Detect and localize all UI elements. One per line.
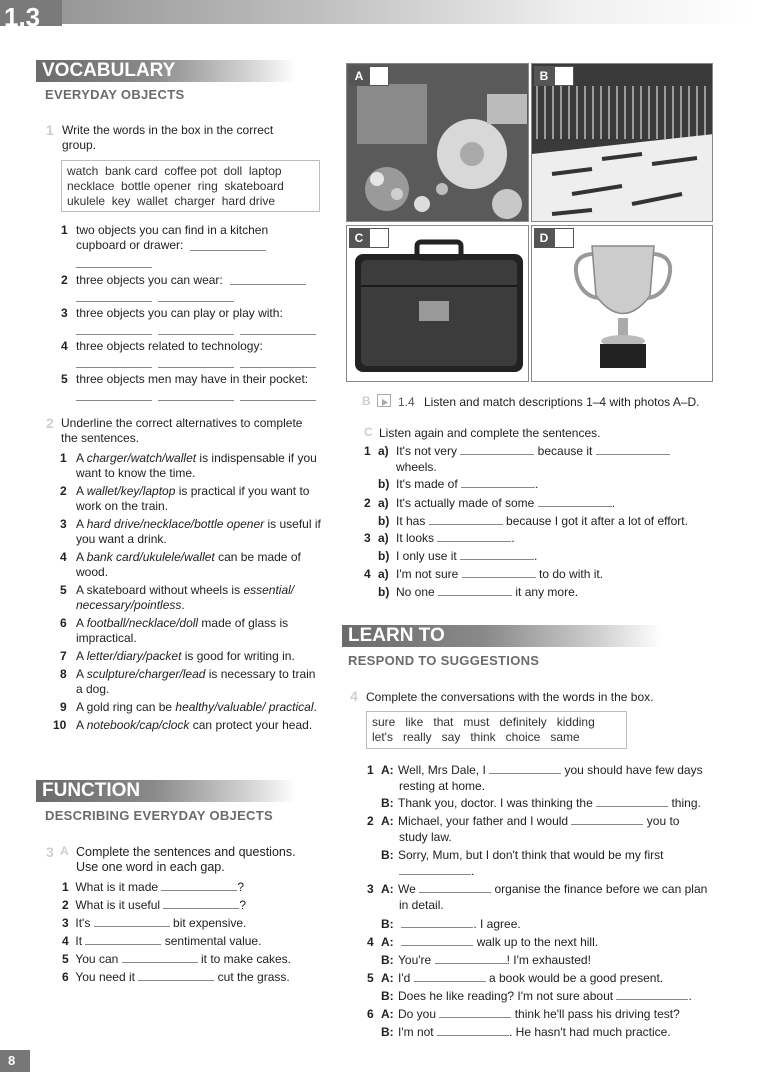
ex4-item	[367, 1025, 671, 1040]
ex4-word-box	[366, 711, 627, 749]
item-number: 4	[61, 339, 68, 353]
answer-box[interactable]	[369, 228, 389, 248]
exB-letter: B	[362, 394, 371, 408]
answer-gap[interactable]	[439, 1007, 511, 1018]
item-text: organise the finance before we can plan	[494, 882, 708, 896]
item-text: Sorry, Mum, but I don't think that would be my first	[398, 848, 664, 862]
alternatives[interactable]: essential/ necessary/pointless	[76, 583, 295, 612]
ex3-instruction: Complete the sentences and questions. Use one word in each gap.	[76, 845, 296, 874]
answer-gap[interactable]	[538, 496, 612, 507]
photo-c	[346, 225, 529, 382]
answer-gap[interactable]	[414, 971, 486, 982]
answer-gap[interactable]	[76, 324, 152, 335]
ex4-item	[367, 935, 598, 950]
item-number: 1	[61, 223, 68, 237]
item-text: ! I'm exhausted!	[506, 953, 591, 967]
item-text: two objects you can find in a kitchen cupboard or drawer:	[76, 223, 269, 252]
answer-gap[interactable]	[76, 357, 152, 368]
item-text: walk up to the next hill.	[476, 935, 599, 949]
answer-gap[interactable]	[401, 917, 473, 928]
answer-gap[interactable]	[461, 477, 535, 488]
exC-item	[364, 549, 537, 564]
item-text: Does he like reading? I'm not sure about	[398, 989, 614, 1003]
unit-label: 1.3	[0, 0, 62, 26]
item-text: .	[313, 700, 317, 714]
item-text: I only use it	[396, 549, 457, 563]
ex2-instruction: Underline the correct alternatives to complete the sentences.	[61, 416, 303, 445]
ex2-item	[52, 649, 322, 664]
item-number: 1	[367, 763, 374, 777]
item-text: three objects you can play or play with:	[76, 306, 283, 320]
item-text: ?	[237, 880, 245, 894]
item-text: .	[534, 549, 538, 563]
ex4-item	[367, 814, 679, 829]
ex4-item	[367, 989, 692, 1004]
answer-gap[interactable]	[401, 935, 473, 946]
alternatives[interactable]: wallet/key/laptop	[86, 484, 176, 498]
ex4-item-cont: in detail.	[399, 898, 444, 912]
answer-gap[interactable]	[190, 240, 266, 251]
item-number: 6	[62, 970, 69, 984]
item-text: You need it	[75, 970, 135, 984]
ex1-word-box	[61, 160, 320, 212]
ex1-box-row: watch bank card coffee pot doll laptop	[67, 164, 282, 178]
item-number: 5	[62, 952, 69, 966]
ex1-item	[61, 223, 321, 252]
item-text: Do you	[398, 1007, 437, 1021]
alternatives[interactable]: sculpture/charger/lead	[86, 667, 206, 681]
item-text: because it	[537, 444, 593, 458]
ex4-item-cont	[399, 864, 474, 879]
item-number: 6	[367, 1007, 374, 1021]
item-letter: b)	[378, 514, 390, 528]
photo-a	[346, 63, 529, 222]
answer-gap[interactable]	[489, 763, 561, 774]
item-number: 4	[364, 567, 371, 581]
speaker: B:	[381, 796, 394, 810]
answer-box[interactable]	[369, 66, 389, 86]
answer-gap[interactable]	[596, 796, 668, 807]
item-text: made of glass is impractical.	[76, 616, 289, 645]
answer-gap[interactable]	[399, 864, 471, 875]
answer-box[interactable]	[554, 66, 574, 86]
item-text: it any more.	[515, 585, 579, 599]
function-subheading: DESCRIBING EVERYDAY OBJECTS	[45, 808, 273, 823]
item-text: a book would be a good present.	[489, 971, 664, 985]
ex2-item	[52, 700, 322, 715]
item-number: 5	[60, 583, 67, 597]
item-text: No one	[396, 585, 435, 599]
answer-gap[interactable]	[462, 567, 536, 578]
ex3-item	[62, 934, 261, 949]
speaker: B:	[381, 1025, 394, 1039]
item-text: can protect your head.	[189, 718, 313, 732]
answer-gap[interactable]	[161, 880, 237, 891]
item-text: .	[471, 864, 475, 878]
item-text: is useful if you want a drink.	[76, 517, 321, 546]
answer-gap[interactable]	[94, 916, 170, 927]
speaker: B:	[381, 917, 394, 931]
ex1-instruction: Write the words in the box in the correct group.	[62, 123, 274, 152]
item-text: . I agree.	[473, 917, 521, 931]
answer-gap[interactable]	[76, 257, 152, 268]
answer-gap[interactable]	[158, 357, 234, 368]
photo-b-label: B	[534, 66, 554, 86]
item-text: bit expensive.	[173, 916, 247, 930]
ex1-item	[61, 372, 321, 387]
answer-gap[interactable]	[85, 934, 161, 945]
ex3-number: 3	[46, 844, 54, 860]
item-text: is practical if you want to work on the train.	[76, 484, 310, 513]
speaker: B:	[381, 953, 394, 967]
exC-item	[364, 514, 688, 529]
answer-gap[interactable]	[429, 514, 503, 525]
function-heading: FUNCTION	[36, 780, 296, 802]
ex2-item	[52, 484, 322, 514]
ex2-item	[52, 718, 322, 733]
answer-gap[interactable]	[158, 291, 234, 302]
item-text: A	[76, 550, 87, 564]
ex2-item	[52, 550, 322, 580]
audio-play-icon[interactable]	[377, 394, 391, 407]
item-text: I'd	[398, 971, 411, 985]
item-number: 2	[364, 496, 371, 510]
item-text: ?	[239, 898, 247, 912]
item-letter: b)	[378, 549, 390, 563]
ex1-number: 1	[46, 122, 54, 138]
exC-item-cont: wheels.	[396, 460, 437, 474]
exC-instruction: Listen again and complete the sentences.	[379, 426, 601, 440]
speaker: B:	[381, 848, 394, 862]
top-bar	[0, 0, 757, 24]
item-number: 3	[364, 531, 371, 545]
photo-c-label: C	[349, 228, 369, 248]
item-text: A	[76, 649, 87, 663]
item-text: A	[76, 667, 87, 681]
ex4-item	[367, 917, 521, 932]
item-text: . He hasn't had much practice.	[508, 1025, 671, 1039]
speaker: A:	[381, 1007, 394, 1021]
item-number: 7	[60, 649, 67, 663]
vocabulary-heading: VOCABULARY	[36, 60, 296, 82]
item-text: .	[688, 989, 692, 1003]
photo-d-label: D	[534, 228, 554, 248]
exC-item	[364, 477, 538, 492]
alternatives[interactable]: charger/watch/wallet	[86, 451, 197, 465]
exC-item	[364, 531, 515, 546]
ex1-box-row: ukulele key wallet charger hard drive	[67, 194, 276, 208]
item-text: A	[76, 616, 87, 630]
item-letter: a)	[378, 567, 389, 581]
answer-gap[interactable]	[616, 989, 688, 1000]
answer-gap[interactable]	[122, 952, 198, 963]
item-text: think he'll pass his driving test?	[514, 1007, 680, 1021]
answer-gap[interactable]	[571, 814, 643, 825]
answer-box[interactable]	[554, 228, 574, 248]
item-text: three objects you can wear:	[76, 273, 223, 287]
ex3-item	[62, 880, 244, 895]
answer-gap[interactable]	[437, 531, 511, 542]
ex4-item	[367, 882, 707, 897]
item-text: A skateboard without wheels is	[76, 583, 244, 597]
item-text: .	[181, 598, 185, 612]
ex3-letter: A	[60, 844, 69, 858]
alternatives[interactable]: letter/diary/packet	[86, 649, 182, 663]
item-number: 4	[367, 935, 374, 949]
photo-a-image	[347, 64, 529, 222]
exC-item	[364, 444, 670, 459]
answer-gap[interactable]	[240, 324, 316, 335]
item-text: It's	[75, 916, 91, 930]
answer-gap[interactable]	[163, 898, 239, 909]
item-number: 2	[61, 273, 68, 287]
ex2-item	[52, 583, 322, 613]
item-text: I'm not	[398, 1025, 434, 1039]
ex3-item	[62, 898, 246, 913]
exC-item	[364, 567, 603, 582]
item-text: Well, Mrs Dale, I	[398, 763, 486, 777]
page-number: 8	[0, 1050, 30, 1072]
item-text: is indispensable if you want to know the time.	[76, 451, 317, 480]
photo-a-label: A	[349, 66, 369, 86]
ex4-item	[367, 763, 703, 778]
item-number: 2	[60, 484, 67, 498]
speaker: A:	[381, 971, 394, 985]
item-number: 3	[61, 306, 68, 320]
item-number: 3	[367, 882, 374, 896]
item-text: I'm not sure	[396, 567, 459, 581]
answer-gap[interactable]	[596, 444, 670, 455]
ex4-instruction: Complete the conversations with the words in the box.	[366, 690, 654, 704]
item-letter: a)	[378, 531, 389, 545]
item-text: Michael, your father and I would	[398, 814, 569, 828]
item-letter: b)	[378, 477, 390, 491]
item-text: It's made of	[396, 477, 458, 491]
item-number: 10	[53, 718, 67, 732]
answer-gap[interactable]	[158, 390, 234, 401]
item-number: 5	[367, 971, 374, 985]
item-text: What is it useful	[75, 898, 161, 912]
item-text: can be made of wood.	[76, 550, 301, 579]
item-number: 1	[62, 880, 69, 894]
speaker: A:	[381, 935, 394, 949]
ex4-box-row: sure like that must definitely kidding	[372, 715, 595, 729]
item-text: You can	[75, 952, 119, 966]
answer-gap[interactable]	[76, 390, 152, 401]
item-number: 6	[60, 616, 67, 630]
ex4-box-row: let's really say think choice same	[372, 730, 580, 744]
item-letter: a)	[378, 496, 389, 510]
photo-c-image	[347, 226, 529, 382]
item-letter: a)	[378, 444, 389, 458]
item-text: is necessary to train a dog.	[76, 667, 316, 696]
ex2-number: 2	[46, 415, 54, 431]
photo-d-image	[532, 226, 713, 382]
item-number: 5	[61, 372, 68, 386]
item-number: 8	[60, 667, 67, 681]
ex1-item	[61, 339, 321, 354]
item-number: 2	[62, 898, 69, 912]
alternatives[interactable]: hard drive/necklace/bottle opener	[86, 517, 265, 531]
ex1-item	[61, 306, 321, 321]
speaker: B:	[381, 989, 394, 1003]
item-number: 9	[60, 700, 67, 714]
ex4-item	[367, 848, 664, 863]
ex3-item	[62, 916, 246, 931]
item-number: 2	[367, 814, 374, 828]
answer-gap[interactable]	[138, 970, 214, 981]
item-text: A	[76, 517, 87, 531]
item-number: 4	[62, 934, 69, 948]
exC-letter: C	[364, 425, 373, 439]
learn-to-subheading: RESPOND TO SUGGESTIONS	[348, 653, 540, 668]
ex2-item	[52, 451, 322, 481]
speaker: A:	[381, 763, 394, 777]
ex4-item	[367, 971, 663, 986]
item-number: 3	[62, 916, 69, 930]
item-text: A	[76, 451, 87, 465]
answer-gap[interactable]	[435, 953, 507, 964]
ex4-number: 4	[350, 688, 358, 704]
item-text: thing.	[671, 796, 701, 810]
item-text: A	[76, 484, 87, 498]
item-number: 3	[60, 517, 67, 531]
answer-gap[interactable]	[419, 882, 491, 893]
ex2-list	[52, 451, 322, 736]
item-text: to do with it.	[539, 567, 604, 581]
answer-gap[interactable]	[460, 444, 534, 455]
item-text: We	[398, 882, 416, 896]
item-text: cut the grass.	[217, 970, 290, 984]
ex2-item	[52, 667, 322, 697]
item-text: it to make cakes.	[200, 952, 292, 966]
item-text: you to	[646, 814, 680, 828]
item-text: It	[75, 934, 83, 948]
ex4-item	[367, 796, 701, 811]
item-text: .	[535, 477, 539, 491]
ex3-item	[62, 952, 291, 967]
item-text: three objects men may have in their pocket:	[76, 372, 309, 386]
ex1-box-row: necklace bottle opener ring skateboard	[67, 179, 284, 193]
item-text: What is it made	[75, 880, 159, 894]
answer-gap[interactable]	[437, 1025, 509, 1036]
answer-gap[interactable]	[76, 291, 152, 302]
item-number: 1	[364, 444, 371, 458]
answer-gap[interactable]	[240, 390, 316, 401]
item-text: you should have few days	[564, 763, 703, 777]
item-text: It's not very	[396, 444, 457, 458]
item-text: A gold ring can be	[76, 700, 176, 714]
ex4-item	[367, 1007, 680, 1022]
item-text: Thank you, doctor. I was thinking the	[398, 796, 593, 810]
ex3-item	[62, 970, 290, 985]
answer-gap[interactable]	[158, 324, 234, 335]
item-text: .	[611, 496, 616, 510]
answer-gap[interactable]	[438, 585, 512, 596]
item-text: .	[511, 531, 515, 545]
learn-to-heading: LEARN TO	[342, 625, 662, 647]
exC-item	[364, 496, 615, 511]
ex4-item	[367, 953, 591, 968]
item-text: It has	[396, 514, 426, 528]
photo-b	[531, 63, 713, 222]
item-number: 4	[60, 550, 67, 564]
alternatives[interactable]: bank card/ukulele/wallet	[86, 550, 215, 564]
exB-instruction: Listen and match descriptions 1–4 with photos A–D.	[424, 395, 700, 409]
ex4-item-cont: study law.	[399, 830, 452, 844]
item-text: because I got it after a lot of effort.	[506, 514, 688, 528]
item-text: It's actually made of some	[396, 496, 535, 510]
speaker: A:	[381, 814, 394, 828]
exB-track: 1.4	[398, 395, 415, 409]
answer-gap[interactable]	[240, 357, 316, 368]
item-letter: b)	[378, 585, 390, 599]
answer-gap[interactable]	[230, 274, 306, 285]
ex2-item	[52, 616, 322, 646]
ex2-item	[52, 517, 322, 547]
item-text: A	[76, 718, 87, 732]
item-text: is good for writing in.	[181, 649, 295, 663]
answer-gap[interactable]	[460, 549, 534, 560]
item-text: three objects related to technology:	[76, 339, 263, 353]
alternatives[interactable]: healthy/valuable/ practical	[175, 700, 314, 714]
speaker: A:	[381, 882, 394, 896]
item-text: sentimental value.	[164, 934, 262, 948]
exC-item	[364, 585, 578, 600]
item-text: It looks	[396, 531, 435, 545]
photo-d	[531, 225, 713, 382]
alternatives[interactable]: football/necklace/doll	[86, 616, 199, 630]
ex4-item-cont: resting at home.	[399, 779, 486, 793]
item-text: You're	[398, 953, 432, 967]
vocabulary-subheading: EVERYDAY OBJECTS	[45, 87, 185, 102]
alternatives[interactable]: notebook/cap/clock	[86, 718, 190, 732]
photo-b-image	[532, 64, 713, 222]
item-number: 1	[60, 451, 67, 465]
